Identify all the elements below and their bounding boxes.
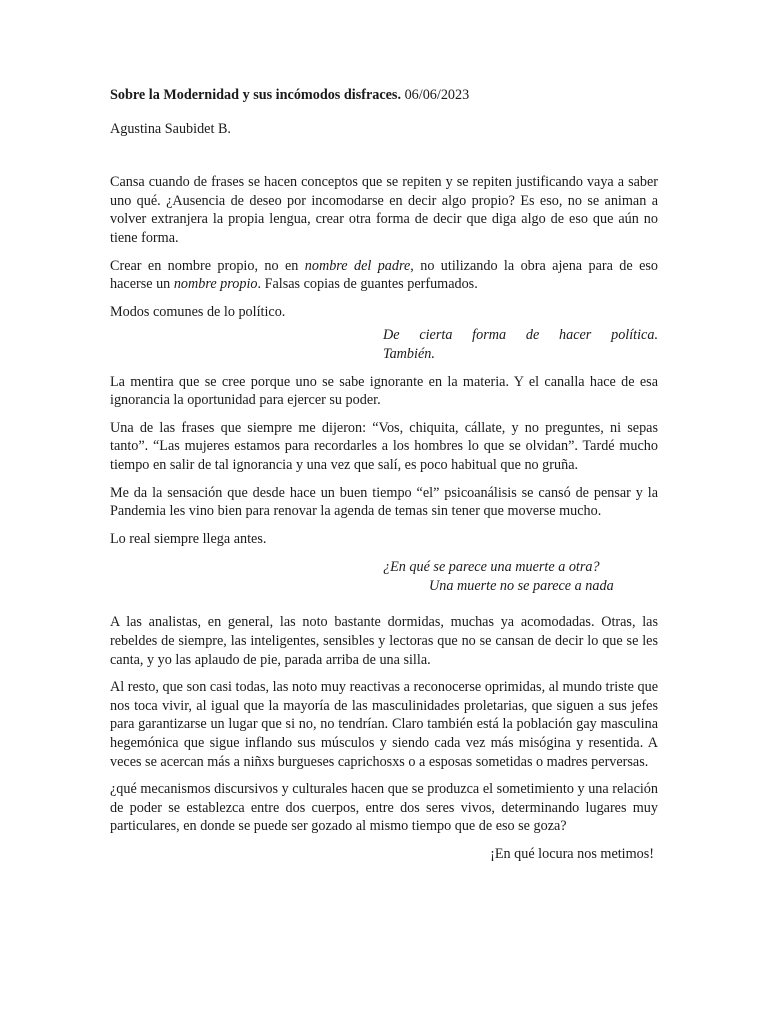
closing-line: ¡En qué locura nos metimos! bbox=[490, 846, 654, 862]
paragraph-3: Modos comunes de lo político. bbox=[110, 303, 286, 320]
paragraph-7: Lo real siempre llega antes. bbox=[110, 530, 267, 547]
poem-block bbox=[383, 558, 658, 595]
paragraph-2 bbox=[110, 257, 658, 294]
paragraph-4: La mentira que se cree porque uno se sabe ignorante en la materia. Y el canalla hace de esa ignorancia la oportunidad para ejercer su poder. bbox=[110, 373, 658, 409]
paragraph-2-text-c: . Falsas copias de guantes perfumados. bbox=[257, 276, 478, 293]
paragraph-2-italic-a: nombre del padre bbox=[304, 257, 411, 274]
poem-line-1: ¿En qué se parece una muerte a otra? bbox=[383, 559, 600, 576]
document-author: Agustina Saubidet B. bbox=[110, 120, 231, 137]
poem-line-2: Una muerte no se parece a nada bbox=[429, 577, 614, 594]
paragraph-6: Me da la sensación que desde hace un buen tiempo “el” psicoanálisis se cansó de pensar y la Pandemia les vino bien para renovar la agenda de temas sin tener que moverse mucho. bbox=[110, 484, 658, 520]
paragraph-2-text-b: , no utilizando la obra ajena para de eso hacerse un bbox=[110, 257, 658, 293]
quote-line-1: De cierta forma de hacer política. bbox=[383, 327, 658, 344]
paragraph-10: ¿qué mecanismos discursivos y culturales hacen que se produzca el sometimiento y una relación de poder se establezca entre dos cuerpos, entre dos seres vivos, determinando lugares muy particulares, en donde se puede ser gozado al mismo tiempo que de eso se goza? bbox=[110, 781, 658, 835]
paragraph-8: A las analistas, en general, las noto bastante dormidas, muchas ya acomodadas. Otras, las rebeldes de siempre, las inteligentes, sensibles y lectoras que no se cansan de decir lo que se les canta, y yo las aplaudo de pie, parada arriba de una silla. bbox=[110, 614, 658, 668]
paragraph-5: Una de las frases que siempre me dijeron: “Vos, chiquita, cállate, y no preguntes, ni sepas tanto”. “Las mujeres estamos para recordarles a los hombres lo que se olvidan”. Tardé mucho tiempo en salir de tal ignorancia y una vez que salí, es poco habitual que no gruña. bbox=[110, 419, 658, 473]
italic-quote bbox=[383, 326, 658, 363]
document-page bbox=[110, 86, 658, 864]
paragraph-1: Cansa cuando de frases se hacen conceptos que se repiten y se repiten justificando vaya a saber uno qué. ¿Ausencia de deseo por incomodarse en decir algo propio? Es eso, no se animan a volver extranjera la propia lengua, crear otra forma de decir que diga algo de eso que aún no tiene forma. bbox=[110, 174, 658, 246]
document-title: Sobre la Modernidad y sus incómodos disfraces. bbox=[110, 87, 402, 103]
paragraph-2-text-a: Crear en nombre propio, no en bbox=[110, 257, 305, 274]
document-date: 06/06/2023 bbox=[401, 87, 470, 103]
paragraph-9: Al resto, que son casi todas, las noto muy reactivas a reconocerse oprimidas, al mundo triste que nos toca vivir, al igual que la mayoría de las masculinidades proletarias, que siguen a sus jefes para garantizarse un lugar que si no, no tendrían. Claro también está la población gay masculina hegemónica que sigue inflando sus músculos y siendo cada vez más misógina y resentida. A veces se acercan más a niñxs burgueses caprichosxs o a esposas sometidas o madres perversas. bbox=[110, 679, 658, 770]
paragraph-2-italic-b: nombre propio bbox=[173, 276, 258, 293]
quote-line-2: También. bbox=[383, 345, 435, 362]
document-header bbox=[110, 86, 658, 105]
